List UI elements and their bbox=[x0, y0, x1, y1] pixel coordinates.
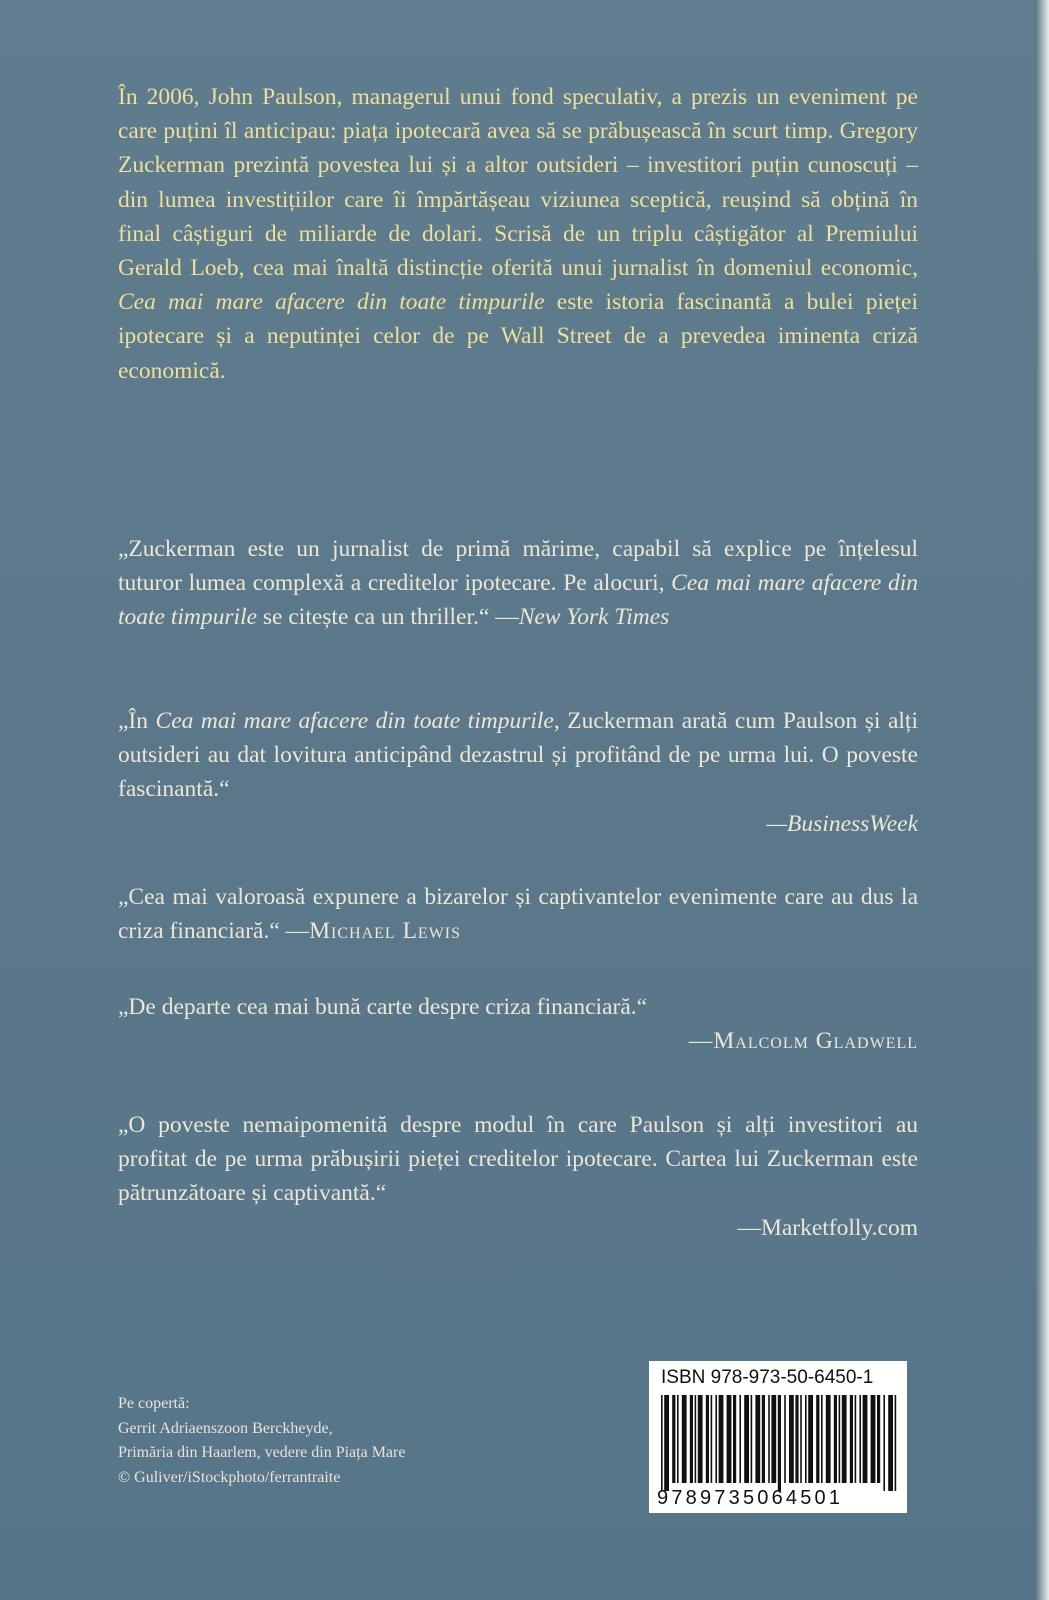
barcode-bar bbox=[698, 1395, 703, 1483]
book-description: În 2006, John Paulson, managerul unui fond speculativ, a prezis un eveniment pe care puțini îl anticipau: piața ipotecară avea să se prăbușească în scurt timp. Gregory Zuckerman prezintă povestea lui și a altor outsideri – investitori puțin cunoscuți – din lumea investițiilor care îi împărtășeau viziunea sceptică, reușind să obțină în final câștiguri de miliarde de dolari. Scrisă de un triplu câștigător al Premiului Gerald Loeb, cea mai înaltă distincție oferită unui jurnalist în domeniul economic, Cea mai mare afacere din toate timpurile este istoria fascinantă a bulei pieței ipotecare și a neputinței celor de pe Wall Street de a prevedea iminenta criză economică. bbox=[118, 84, 918, 384]
barcode-bar bbox=[808, 1395, 813, 1483]
barcode-bar bbox=[816, 1395, 819, 1483]
barcode-bar bbox=[751, 1395, 753, 1483]
barcode-bar bbox=[661, 1395, 663, 1491]
review-quote-new-york-times: „Zuckerman este un jurnalist de primă mărime, capabil să explice pe înțelesul tuturor lumea complexă a creditelor ipotecare. Pe alocuri, Cea mai mare afacere din toate timpurile se citește ca un thriller.“ —New York Times bbox=[118, 536, 918, 631]
barcode-bar bbox=[784, 1395, 786, 1483]
quote-source: New York Times bbox=[518, 604, 670, 631]
barcode-bar bbox=[733, 1395, 736, 1483]
barcode-bar bbox=[719, 1395, 724, 1483]
barcode-bar bbox=[682, 1395, 687, 1483]
barcode-bar bbox=[855, 1395, 857, 1483]
barcode-bar bbox=[834, 1395, 837, 1483]
barcode-bar bbox=[672, 1395, 675, 1483]
barcode-digits: 9789735064501 bbox=[657, 1487, 844, 1509]
barcode-bar bbox=[805, 1395, 807, 1483]
cover-credits bbox=[118, 1392, 578, 1490]
barcode-bar bbox=[839, 1395, 841, 1483]
credits-artwork: Primăria din Haarlem, vedere din Piața Mare bbox=[118, 1444, 406, 1461]
barcode-bar bbox=[789, 1395, 794, 1483]
isbn-label: ISBN 978-973-50-6450-1 bbox=[661, 1367, 874, 1388]
barcode-bar bbox=[711, 1395, 713, 1483]
isbn-barcode bbox=[649, 1361, 907, 1513]
quote-source: —Malcolm Gladwell bbox=[688, 1028, 918, 1055]
barcode-bars bbox=[657, 1395, 899, 1491]
review-quote-malcolm-gladwell: „De departe cea mai bună carte despre criza financiară.“ —Malcolm Gladwell bbox=[118, 990, 918, 1058]
review-quote-marketfolly: „O poveste nemaipomenită despre modul în care Paulson și alți investitori au profitat de pe urma prăbușirii pieței creditelor ipotecare. Cartea lui Zuckerman este pătrunzătoare și captivantă.“ —Marketfolly.com bbox=[118, 1108, 918, 1245]
credits-artist: Gerrit Adriaenszoon Berckheyde, bbox=[118, 1419, 333, 1437]
quote-source: —BusinessWeek bbox=[766, 810, 918, 837]
credits-heading: Pe copertă: bbox=[118, 1395, 190, 1412]
barcode-bar bbox=[715, 1395, 717, 1483]
barcode-bar bbox=[695, 1395, 697, 1483]
barcode-bar bbox=[863, 1395, 868, 1483]
barcode-bar bbox=[888, 1395, 893, 1491]
barcode-bar bbox=[755, 1395, 760, 1483]
barcode-bar bbox=[739, 1395, 741, 1483]
page-edge bbox=[1035, 0, 1049, 1600]
quote-source: —Marketfolly.com bbox=[737, 1214, 918, 1241]
barcode-bar bbox=[762, 1395, 765, 1483]
barcode-bar bbox=[795, 1395, 798, 1483]
barcode-bar bbox=[664, 1395, 669, 1491]
barcode-bar bbox=[859, 1395, 861, 1483]
credits-copyright: © Guliver/iStockphoto/ferrantraite bbox=[118, 1468, 341, 1486]
barcode-bar bbox=[768, 1395, 770, 1483]
barcode-bar bbox=[883, 1395, 885, 1491]
barcode-bar bbox=[800, 1395, 802, 1483]
barcode-bar bbox=[690, 1395, 693, 1483]
barcode-bar bbox=[778, 1395, 781, 1491]
barcode-bar bbox=[677, 1395, 679, 1483]
barcode-bar bbox=[895, 1395, 897, 1491]
book-title-italic: Cea mai mare afacere din toate timpurile bbox=[118, 289, 545, 316]
barcode-bar bbox=[850, 1395, 853, 1483]
barcode-bar bbox=[826, 1395, 831, 1483]
barcode-bar bbox=[871, 1395, 876, 1483]
barcode-bar bbox=[877, 1395, 880, 1483]
barcode-bar bbox=[727, 1395, 732, 1483]
barcode-bar bbox=[771, 1395, 776, 1483]
barcode-bar bbox=[842, 1395, 847, 1483]
barcode-bar bbox=[821, 1395, 823, 1483]
review-quote-michael-lewis: „Cea mai valoroasă expunere a bizarelor și captivantelor evenimente care au dus la criza financiară.“ —Michael Lewis bbox=[118, 884, 918, 945]
barcode-bar bbox=[744, 1395, 749, 1483]
review-quote-businessweek: „În Cea mai mare afacere din toate timpurile, Zuckerman arată cum Paulson și alți outsideri au dat lovitura anticipând dezastrul și profitând de pe urma lui. O poveste fascinantă.“ —BusinessWeek bbox=[118, 704, 918, 841]
barcode-bar bbox=[706, 1395, 709, 1483]
quote-source: Michael Lewis bbox=[309, 918, 462, 945]
